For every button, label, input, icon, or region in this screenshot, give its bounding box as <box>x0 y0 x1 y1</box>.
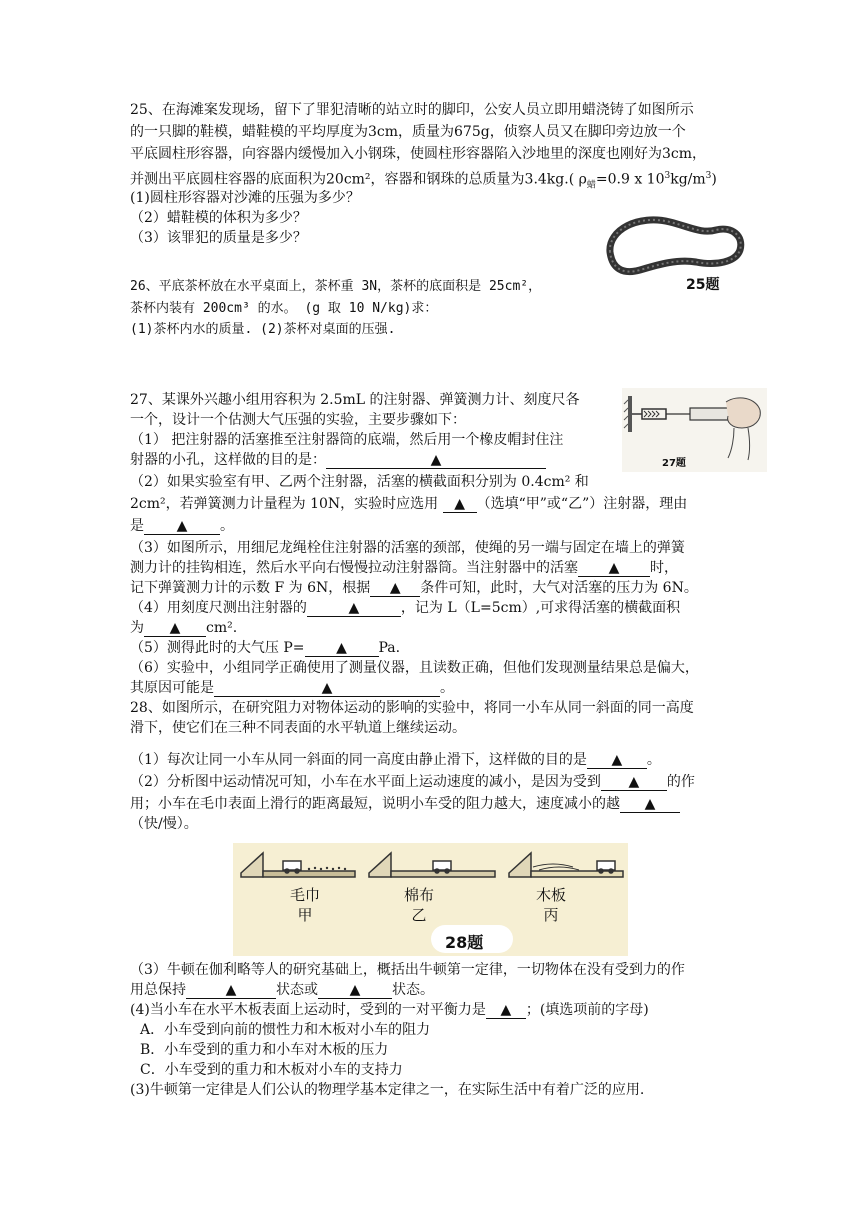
q26-line-2: 茶杯内装有 200cm³ 的水。 (g 取 10 N/kg)求： <box>130 301 438 316</box>
q27-step-5: （5）测得此时的大气压 P= ▲ Pa. <box>130 640 401 656</box>
q27-step-1b: 射器的小孔，这样做的目的是： ▲ <box>130 450 546 470</box>
q28-option-b: B．小车受到的重力和小车对木板的压力 <box>140 1042 389 1058</box>
q28-figure-caption: 28题 <box>445 933 484 952</box>
q25-sub-2: （2）蜡鞋模的体积为多少？ <box>130 210 307 226</box>
q27-step-2a: （2）如果实验室有甲、乙两个注射器，活塞的横截面积分别为 0.4cm² 和 <box>130 474 589 490</box>
q27-figure <box>622 388 767 472</box>
q28-line-1: 28、如图所示，在研究阻力对物体运动的影响的实验中，将同一小车从同一斜面的同一高度 <box>130 700 694 716</box>
q26-line-1: 26、平底茶杯放在水平桌面上，茶杯重 3N，茶杯的底面积是 25cm²， <box>130 279 542 294</box>
q28-step-1: （1）每次让同一小车从同一斜面的同一高度由静止滑下，这样做的目的是 ▲ 。 <box>130 752 661 768</box>
q27-step-2b: 2cm²，若弹簧测力计量程为 10N，实验时应选用 ▲ （选填“甲”或“乙”）注射器，理由 <box>130 496 688 512</box>
answer-blank[interactable]: ▲ <box>214 680 440 697</box>
q27-step-1a: （1） 把注射器的活塞推至注射器筒的底端，然后用一个橡皮帽封住注 <box>130 432 564 448</box>
answer-blank[interactable]: ▲ <box>620 796 680 813</box>
q27-line-1: 27、某课外兴趣小组用容积为 2.5mL 的注射器、弹簧测力计、刻度尺各 <box>130 392 580 408</box>
q28-step-2b: 用；小车在毛巾表面上滑行的距离最短，说明小车受的阻力越大，速度减小的越 ▲ <box>130 794 680 814</box>
answer-blank[interactable]: ▲ <box>443 496 477 513</box>
q26-line-3: (1)茶杯内水的质量. (2)茶杯对桌面的压强. <box>130 322 396 337</box>
q25-figure <box>598 200 748 298</box>
q25-line-4: 并测出平底圆柱容器的底面积为20cm²，容器和钢珠的总质量为3.4kg.( $\rho_蜡=0.9$ x $10^3kg/m^3$) <box>130 171 717 191</box>
answer-blank[interactable]: ▲ <box>587 752 647 769</box>
answer-blank[interactable]: ▲ <box>578 560 650 577</box>
q25-line-2: 的一只脚的鞋模，蜡鞋模的平均厚度为3cm，质量为675g，侦察人员又在脚印旁边放一个 <box>130 124 686 140</box>
q27-step-4a: （4）用刻度尺测出注射器的 ▲ ，记为 L（L=5cm）,可求得活塞的横截面积 <box>130 600 681 616</box>
ramp-wood <box>509 853 623 877</box>
answer-blank[interactable]: ▲ <box>326 452 546 469</box>
surface-label-cotton: 棉布 乙 <box>403 886 434 924</box>
answer-blank[interactable]: ▲ <box>601 774 667 791</box>
q27-step-4b: 为 ▲ cm². <box>130 620 238 636</box>
answer-blank[interactable]: ▲ <box>318 982 392 999</box>
answer-blank[interactable]: ▲ <box>486 1002 526 1019</box>
q27-step-3c: 记下弹簧测力计的示数 F 为 6N，根据 ▲ 条件可知，此时，大气对活塞的压力为 6N。 <box>130 580 698 596</box>
q27-step-3a: （3）如图所示，用细尼龙绳栓住注射器的活塞的颈部，使绳的另一端与固定在墙上的弹簧 <box>130 540 685 556</box>
q28-step-4: (4)当小车在水平木板表面上运动时，受到的一对平衡力是 ▲ ；(填选项前的字母) <box>130 1002 649 1018</box>
ramp-cotton <box>369 853 495 877</box>
q28-step-3b: 用总保持 ▲ 状态或 ▲ 状态。 <box>130 982 434 998</box>
q25-figure-caption: 25题 <box>686 277 720 293</box>
q27-figure-caption: 27题 <box>662 458 686 469</box>
q27-step-6a: （6）实验中，小组同学正确使用了测量仪器，且读数正确，但他们发现测量结果总是偏大， <box>130 660 699 676</box>
ramp-towel <box>241 853 355 877</box>
q27-step-2c: 是 ▲ 。 <box>130 518 234 534</box>
q28-step-2c: （快/慢）。 <box>130 816 198 832</box>
surface-label-towel: 毛巾 甲 <box>289 886 320 924</box>
answer-blank[interactable]: ▲ <box>307 600 401 617</box>
shoe-print-image <box>598 200 748 298</box>
answer-blank[interactable]: ▲ <box>186 982 276 999</box>
q28-step-5: (3)牛顿第一定律是人们公认的物理学基本定律之一，在实际生活中有着广泛的应用. <box>130 1082 645 1098</box>
answer-blank[interactable]: ▲ <box>305 640 379 657</box>
q25-sub-1: (1)圆柱形容器对沙滩的压强为多少？ <box>130 190 360 206</box>
q25-sub-3: （3）该罪犯的质量是多少？ <box>130 230 307 246</box>
q27-step-6b: 其原因可能是 ▲ 。 <box>130 680 454 696</box>
answer-blank[interactable]: ▲ <box>370 580 420 597</box>
q28-step-3a: （3）牛顿在伽利略等人的研究基础上，概括出牛顿第一定律，一切物体在没有受到力的作 <box>130 962 685 978</box>
q27-step-3b: 测力计的挂钩相连，然后水平向右慢慢拉动注射器筒。当注射器中的活塞 ▲ 时， <box>130 560 678 576</box>
q28-option-a: A．小车受到向前的惯性力和木板对小车的阻力 <box>140 1022 431 1038</box>
surface-label-wood: 木板 丙 <box>535 886 566 924</box>
q28-option-c: C．小车受到的重力和木板对小车的支持力 <box>140 1062 403 1078</box>
q28-figure <box>233 843 628 956</box>
q25-line-3: 平底圆柱形容器，向容器内缓慢加入小钢珠，使圆柱形容器陷入沙地里的深度也刚好为3cm， <box>130 146 707 162</box>
answer-blank[interactable]: ▲ <box>144 620 206 637</box>
q27-line-2: 一个，设计一个估测大气压强的实验，主要步骤如下： <box>130 412 466 428</box>
q25-line-1: 25、在海滩案发现场，留下了罪犯清晰的站立时的脚印，公安人员立即用蜡浇铸了如图所示 <box>130 102 694 118</box>
rho-symbol: ρ <box>578 171 587 188</box>
answer-blank[interactable]: ▲ <box>144 518 220 535</box>
q28-step-2a: （2）分析图中运动情况可知，小车在水平面上运动速度的减小，是因为受到 ▲ 的作 <box>130 774 695 790</box>
syringe-experiment-image <box>622 388 767 472</box>
q28-line-2: 滑下，使它们在三种不同表面的水平轨道上继续运动。 <box>130 720 466 736</box>
